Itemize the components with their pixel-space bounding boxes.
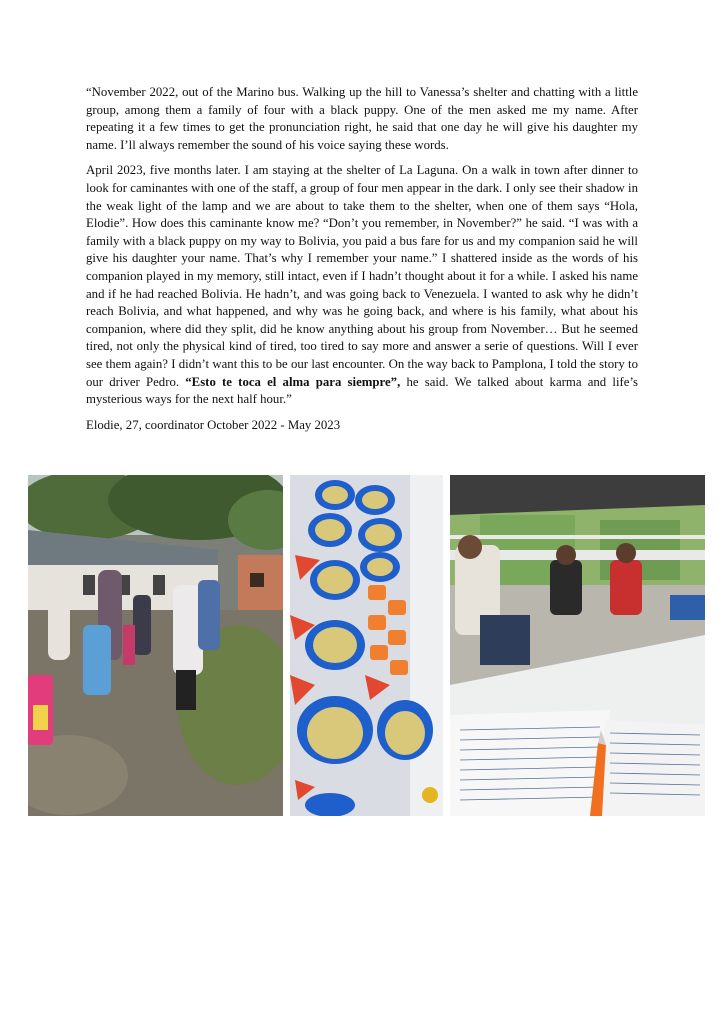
photo-shelter-registration — [450, 475, 705, 816]
paragraph-april-ending: he said. We talked about karma and life’s mysterious ways for the next half hour.” — [86, 374, 638, 407]
paragraph-november: “November 2022, out of the Marino bus. Walking up the hill to Vanessa’s shelter and chatting with a little group, among them a family of four with a black puppy. One of the men asked me my name. After repeating it a few times to get the pronunciation right, he said that one day he will give his daughter my name. I’ll always remember the sound of his voice saying these words. — [86, 85, 638, 152]
author-signature: Elodie, 27, coordinator October 2022 - May 2023 — [86, 417, 341, 432]
paragraph-april-text: April 2023, five months later. I am staying at the shelter of La Laguna. On a walk in town after dinner to look for caminantes with one of the staff, a group of four men appear in the dark. I only see their shadow in the weak light of the lamp and we are about to take them to the shelter, when one of them says “Hola, Elodie”. How does this caminante know me? “Don’t you remember, in November?” he said. “I was with a family with a black puppy on my way to Bolivia, you paid a bus fare for us and my companion said he will give his daughter your name. That’s why I remember your name.” I shattered inside as the words of his companion played in my memory, still intact, even if I hadn’t thought about it for a while. I asked his name and if he had reached Bolivia. He hadn’t, and was going back to Venezuela. I wanted to ask why he didn’t reach Bolivia, and what happened, and why was he going back, and where is his family, what about his companion, where did they split, did he know anything about his group from November… But he seemed tired, not only the physical kind of tired, too tired to say more and answer a serie of questions. Will I ever see them again? I didn’t want this to be our last encounter. On the way back to Pamplona, I told the story to our driver Pedro. — [86, 163, 638, 389]
spanish-quote: “Esto te toca el alma para siempre”, — [185, 374, 401, 389]
photo-group-outdoors — [28, 475, 283, 816]
story-text — [86, 84, 638, 434]
paragraph-april — [86, 162, 638, 408]
photo-meal-trays — [290, 475, 443, 816]
